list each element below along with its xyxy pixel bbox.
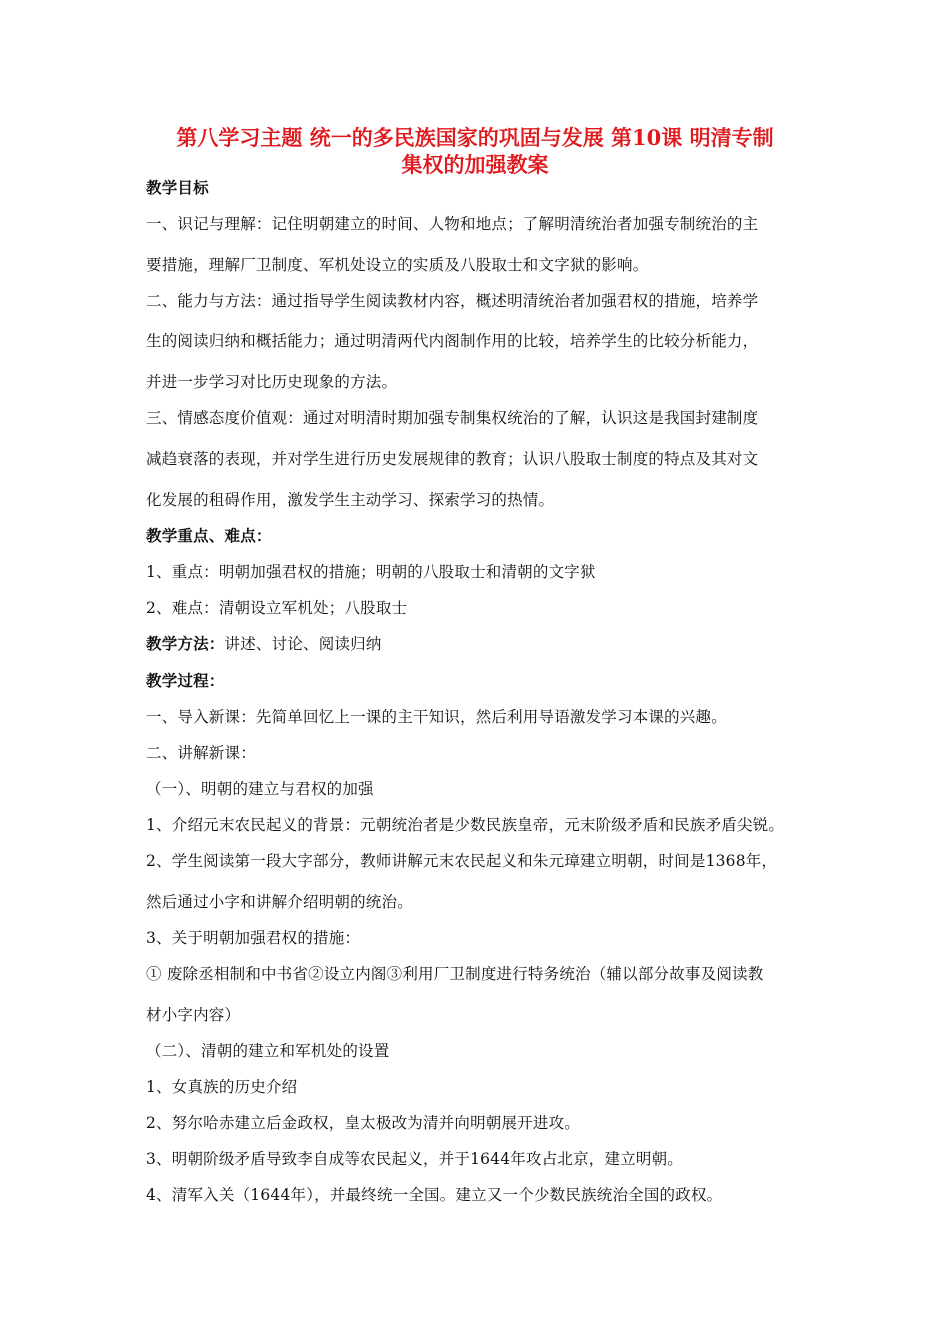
- section-heading-objectives: 教学目标: [146, 178, 209, 197]
- paragraph-line: 3、明朝阶级矛盾导致李自成等农民起义，并于1644年攻占北京，建立明朝。: [146, 1150, 684, 1168]
- paragraph-line: 一、导入新课：先简单回忆上一课的主干知识，然后利用导语激发学习本课的兴趣。: [146, 708, 727, 726]
- section-heading-method: 教学方法：: [146, 634, 225, 653]
- paragraph-line: 2、难点：清朝设立军机处；八股取士: [146, 599, 408, 617]
- document-title-line-2: 集权的加强教案: [401, 152, 549, 177]
- paragraph-line: 生的阅读归纳和概括能力；通过明清两代内阁制作用的比较，培养学生的比较分析能力，: [146, 332, 759, 350]
- paragraph-line: 2、努尔哈赤建立后金政权，皇太极改为清并向明朝展开进攻。: [146, 1114, 580, 1132]
- teaching-method-text: 讲述、讨论、阅读归纳: [224, 635, 382, 653]
- paragraph-line: 化发展的租碍作用，激发学生主动学习、探索学习的热情。: [146, 491, 555, 509]
- paragraph-line: 一、识记与理解：记住明朝建立的时间、人物和地点；了解明清统治者加强专制统治的主: [146, 215, 759, 233]
- paragraph-line: 二、能力与方法：通过指导学生阅读教材内容，概述明清统治者加强君权的措施，培养学: [146, 292, 759, 310]
- paragraph-line: 三、情感态度价值观：通过对明清时期加强专制集权统治的了解，认识这是我国封建制度: [146, 409, 759, 427]
- paragraph-line: 1、重点：明朝加强君权的措施；明朝的八股取士和清朝的文字狱: [146, 563, 596, 581]
- paragraph-line: 2、学生阅读第一段大字部分，教师讲解元末农民起义和朱元璋建立明朝，时间是1368年，: [146, 852, 778, 870]
- subsection-heading-ming: （一）、明朝的建立与君权的加强: [146, 780, 374, 798]
- document-title-line-1: 第八学习主题 统一的多民族国家的巩固与发展 第10课 明清专制: [176, 125, 774, 150]
- paragraph-line: 减趋衰落的表现，并对学生进行历史发展规律的教育；认识八股取士制度的特点及其对文: [146, 450, 759, 468]
- section-heading-process: 教学过程：: [146, 671, 225, 690]
- paragraph-line: 然后通过小字和讲解介绍明朝的统治。: [146, 893, 413, 911]
- paragraph-line: 1、女真族的历史介绍: [146, 1078, 298, 1096]
- subsection-heading-qing: （二）、清朝的建立和军机处的设置: [146, 1042, 390, 1060]
- paragraph-line: 4、清军入关（1644年），并最终统一全国。建立又一个少数民族统治全国的政权。: [146, 1186, 723, 1204]
- paragraph-line: 3、关于明朝加强君权的措施：: [146, 929, 361, 947]
- teaching-method-line: [146, 634, 382, 654]
- paragraph-line: 并进一步学习对比历史现象的方法。: [146, 373, 398, 391]
- paragraph-line: 1、介绍元末农民起义的背景：元朝统治者是少数民族皇帝，元末阶级矛盾和民族矛盾尖锐。: [146, 816, 785, 834]
- paragraph-line: 要措施，理解厂卫制度、军机处设立的实质及八股取士和文字狱的影响。: [146, 256, 649, 274]
- paragraph-line: 材小字内容）: [146, 1006, 241, 1024]
- paragraph-line: ① 废除丞相制和中书省②设立内阁③利用厂卫制度进行特务统治（辅以部分故事及阅读教: [146, 965, 764, 983]
- section-heading-key-points: 教学重点、难点：: [146, 526, 272, 545]
- paragraph-line: 二、讲解新课：: [146, 744, 256, 762]
